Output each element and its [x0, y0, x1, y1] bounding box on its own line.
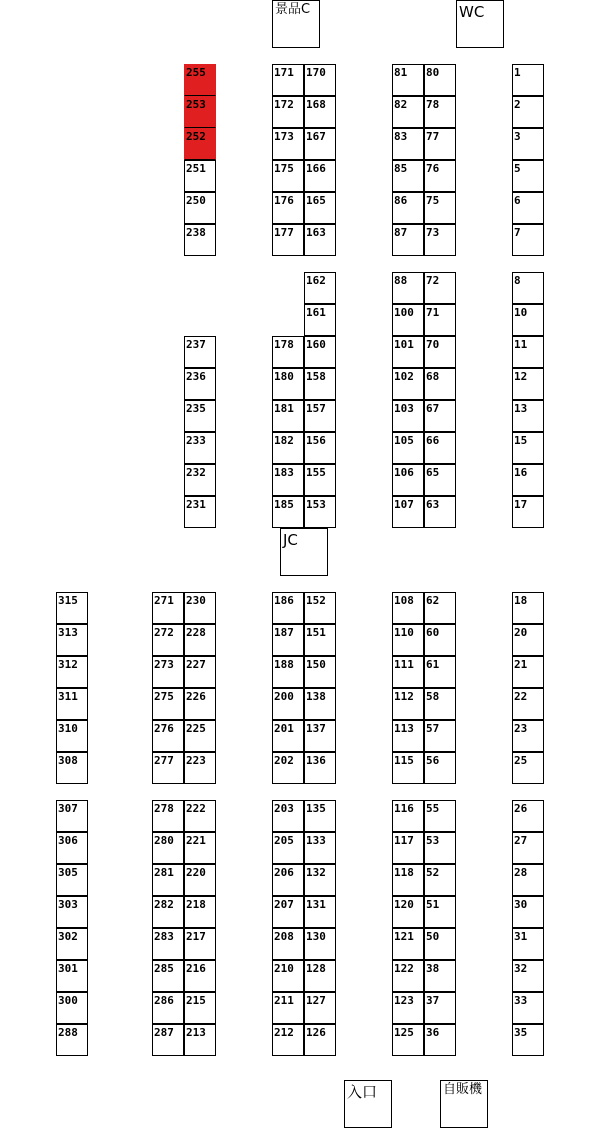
booth-213[interactable]: 213 [184, 1024, 216, 1056]
booth-282[interactable]: 282 [152, 896, 184, 928]
booth-113[interactable]: 113 [392, 720, 424, 752]
booth-67[interactable]: 67 [424, 400, 456, 432]
booth-232[interactable]: 232 [184, 464, 216, 496]
booth-128[interactable]: 128 [304, 960, 336, 992]
wc-label: WC [459, 3, 485, 21]
booth-52[interactable]: 52 [424, 864, 456, 896]
booth-50[interactable]: 50 [424, 928, 456, 960]
booth-252[interactable]: 252 [184, 128, 216, 160]
booth-218[interactable]: 218 [184, 896, 216, 928]
booth-62[interactable]: 62 [424, 592, 456, 624]
booth-17[interactable]: 17 [512, 496, 544, 528]
booth-131[interactable]: 131 [304, 896, 336, 928]
jc-label: JC [283, 531, 298, 549]
booth-276[interactable]: 276 [152, 720, 184, 752]
booth-1[interactable]: 1 [512, 64, 544, 96]
booth-2[interactable]: 2 [512, 96, 544, 128]
booth-71[interactable]: 71 [424, 304, 456, 336]
booth-170[interactable]: 170 [304, 64, 336, 96]
booth-205[interactable]: 205 [272, 832, 304, 864]
booth-126[interactable]: 126 [304, 1024, 336, 1056]
booth-13[interactable]: 13 [512, 400, 544, 432]
booth-118[interactable]: 118 [392, 864, 424, 896]
booth-108[interactable]: 108 [392, 592, 424, 624]
booth-163[interactable]: 163 [304, 224, 336, 256]
booth-10[interactable]: 10 [512, 304, 544, 336]
booth-278[interactable]: 278 [152, 800, 184, 832]
booth-158[interactable]: 158 [304, 368, 336, 400]
prize-corner-label: 景品C [275, 2, 311, 17]
booth-116[interactable]: 116 [392, 800, 424, 832]
booth-6[interactable]: 6 [512, 192, 544, 224]
booth-112[interactable]: 112 [392, 688, 424, 720]
booth-308[interactable]: 308 [56, 752, 88, 784]
booth-277[interactable]: 277 [152, 752, 184, 784]
booth-77[interactable]: 77 [424, 128, 456, 160]
booth-186[interactable]: 186 [272, 592, 304, 624]
booth-102[interactable]: 102 [392, 368, 424, 400]
booth-210[interactable]: 210 [272, 960, 304, 992]
booth-253[interactable]: 253 [184, 96, 216, 128]
booth-222[interactable]: 222 [184, 800, 216, 832]
booth-56[interactable]: 56 [424, 752, 456, 784]
wc-box[interactable] [456, 0, 504, 48]
booth-172[interactable]: 172 [272, 96, 304, 128]
booth-228[interactable]: 228 [184, 624, 216, 656]
booth-123[interactable]: 123 [392, 992, 424, 1024]
booth-73[interactable]: 73 [424, 224, 456, 256]
entrance-box[interactable] [344, 1080, 392, 1128]
booth-206[interactable]: 206 [272, 864, 304, 896]
booth-177[interactable]: 177 [272, 224, 304, 256]
booth-180[interactable]: 180 [272, 368, 304, 400]
booth-283[interactable]: 283 [152, 928, 184, 960]
booth-132[interactable]: 132 [304, 864, 336, 896]
booth-78[interactable]: 78 [424, 96, 456, 128]
booth-203[interactable]: 203 [272, 800, 304, 832]
booth-182[interactable]: 182 [272, 432, 304, 464]
booth-201[interactable]: 201 [272, 720, 304, 752]
booth-251[interactable]: 251 [184, 160, 216, 192]
booth-151[interactable]: 151 [304, 624, 336, 656]
booth-110[interactable]: 110 [392, 624, 424, 656]
booth-153[interactable]: 153 [304, 496, 336, 528]
booth-188[interactable]: 188 [272, 656, 304, 688]
booth-200[interactable]: 200 [272, 688, 304, 720]
booth-28[interactable]: 28 [512, 864, 544, 896]
booth-235[interactable]: 235 [184, 400, 216, 432]
booth-178[interactable]: 178 [272, 336, 304, 368]
booth-285[interactable]: 285 [152, 960, 184, 992]
booth-215[interactable]: 215 [184, 992, 216, 1024]
booth-223[interactable]: 223 [184, 752, 216, 784]
booth-221[interactable]: 221 [184, 832, 216, 864]
booth-185[interactable]: 185 [272, 496, 304, 528]
booth-207[interactable]: 207 [272, 896, 304, 928]
booth-11[interactable]: 11 [512, 336, 544, 368]
booth-12[interactable]: 12 [512, 368, 544, 400]
booth-275[interactable]: 275 [152, 688, 184, 720]
booth-57[interactable]: 57 [424, 720, 456, 752]
booth-286[interactable]: 286 [152, 992, 184, 1024]
booth-255[interactable]: 255 [184, 64, 216, 96]
booth-312[interactable]: 312 [56, 656, 88, 688]
booth-121[interactable]: 121 [392, 928, 424, 960]
booth-82[interactable]: 82 [392, 96, 424, 128]
booth-272[interactable]: 272 [152, 624, 184, 656]
booth-3[interactable]: 3 [512, 128, 544, 160]
booth-33[interactable]: 33 [512, 992, 544, 1024]
booth-135[interactable]: 135 [304, 800, 336, 832]
booth-23[interactable]: 23 [512, 720, 544, 752]
booth-122[interactable]: 122 [392, 960, 424, 992]
booth-87[interactable]: 87 [392, 224, 424, 256]
booth-8[interactable]: 8 [512, 272, 544, 304]
booth-81[interactable]: 81 [392, 64, 424, 96]
booth-86[interactable]: 86 [392, 192, 424, 224]
booth-16[interactable]: 16 [512, 464, 544, 496]
booth-162[interactable]: 162 [304, 272, 336, 304]
booth-137[interactable]: 137 [304, 720, 336, 752]
booth-281[interactable]: 281 [152, 864, 184, 896]
booth-65[interactable]: 65 [424, 464, 456, 496]
booth-20[interactable]: 20 [512, 624, 544, 656]
booth-171[interactable]: 171 [272, 64, 304, 96]
booth-230[interactable]: 230 [184, 592, 216, 624]
booth-27[interactable]: 27 [512, 832, 544, 864]
booth-30[interactable]: 30 [512, 896, 544, 928]
booth-311[interactable]: 311 [56, 688, 88, 720]
booth-307[interactable]: 307 [56, 800, 88, 832]
booth-288[interactable]: 288 [56, 1024, 88, 1056]
booth-51[interactable]: 51 [424, 896, 456, 928]
booth-287[interactable]: 287 [152, 1024, 184, 1056]
booth-310[interactable]: 310 [56, 720, 88, 752]
booth-5[interactable]: 5 [512, 160, 544, 192]
booth-88[interactable]: 88 [392, 272, 424, 304]
booth-138[interactable]: 138 [304, 688, 336, 720]
booth-53[interactable]: 53 [424, 832, 456, 864]
booth-133[interactable]: 133 [304, 832, 336, 864]
booth-161[interactable]: 161 [304, 304, 336, 336]
booth-101[interactable]: 101 [392, 336, 424, 368]
booth-61[interactable]: 61 [424, 656, 456, 688]
booth-36[interactable]: 36 [424, 1024, 456, 1056]
booth-117[interactable]: 117 [392, 832, 424, 864]
booth-168[interactable]: 168 [304, 96, 336, 128]
booth-225[interactable]: 225 [184, 720, 216, 752]
booth-216[interactable]: 216 [184, 960, 216, 992]
booth-83[interactable]: 83 [392, 128, 424, 160]
booth-152[interactable]: 152 [304, 592, 336, 624]
booth-125[interactable]: 125 [392, 1024, 424, 1056]
booth-236[interactable]: 236 [184, 368, 216, 400]
booth-130[interactable]: 130 [304, 928, 336, 960]
booth-303[interactable]: 303 [56, 896, 88, 928]
booth-181[interactable]: 181 [272, 400, 304, 432]
booth-22[interactable]: 22 [512, 688, 544, 720]
booth-231[interactable]: 231 [184, 496, 216, 528]
booth-66[interactable]: 66 [424, 432, 456, 464]
booth-55[interactable]: 55 [424, 800, 456, 832]
booth-127[interactable]: 127 [304, 992, 336, 1024]
booth-302[interactable]: 302 [56, 928, 88, 960]
booth-211[interactable]: 211 [272, 992, 304, 1024]
booth-150[interactable]: 150 [304, 656, 336, 688]
booth-76[interactable]: 76 [424, 160, 456, 192]
booth-166[interactable]: 166 [304, 160, 336, 192]
booth-100[interactable]: 100 [392, 304, 424, 336]
booth-26[interactable]: 26 [512, 800, 544, 832]
booth-105[interactable]: 105 [392, 432, 424, 464]
booth-7[interactable]: 7 [512, 224, 544, 256]
booth-155[interactable]: 155 [304, 464, 336, 496]
jc-box[interactable] [280, 528, 328, 576]
booth-32[interactable]: 32 [512, 960, 544, 992]
vending-machine-label: 自販機 [443, 1082, 483, 1097]
booth-301[interactable]: 301 [56, 960, 88, 992]
prize-corner-box[interactable] [272, 0, 320, 48]
booth-72[interactable]: 72 [424, 272, 456, 304]
booth-38[interactable]: 38 [424, 960, 456, 992]
booth-305[interactable]: 305 [56, 864, 88, 896]
booth-167[interactable]: 167 [304, 128, 336, 160]
entrance-label: 入口 [347, 1083, 378, 1101]
booth-187[interactable]: 187 [272, 624, 304, 656]
booth-227[interactable]: 227 [184, 656, 216, 688]
booth-60[interactable]: 60 [424, 624, 456, 656]
booth-106[interactable]: 106 [392, 464, 424, 496]
booth-25[interactable]: 25 [512, 752, 544, 784]
booth-173[interactable]: 173 [272, 128, 304, 160]
booth-273[interactable]: 273 [152, 656, 184, 688]
booth-31[interactable]: 31 [512, 928, 544, 960]
booth-156[interactable]: 156 [304, 432, 336, 464]
booth-35[interactable]: 35 [512, 1024, 544, 1056]
booth-202[interactable]: 202 [272, 752, 304, 784]
booth-208[interactable]: 208 [272, 928, 304, 960]
booth-21[interactable]: 21 [512, 656, 544, 688]
booth-271[interactable]: 271 [152, 592, 184, 624]
booth-115[interactable]: 115 [392, 752, 424, 784]
booth-63[interactable]: 63 [424, 496, 456, 528]
booth-280[interactable]: 280 [152, 832, 184, 864]
vending-machine-box[interactable] [440, 1080, 488, 1128]
booth-120[interactable]: 120 [392, 896, 424, 928]
booth-18[interactable]: 18 [512, 592, 544, 624]
booth-238[interactable]: 238 [184, 224, 216, 256]
booth-226[interactable]: 226 [184, 688, 216, 720]
booth-80[interactable]: 80 [424, 64, 456, 96]
booth-217[interactable]: 217 [184, 928, 216, 960]
booth-315[interactable]: 315 [56, 592, 88, 624]
booth-300[interactable]: 300 [56, 992, 88, 1024]
booth-136[interactable]: 136 [304, 752, 336, 784]
booth-37[interactable]: 37 [424, 992, 456, 1024]
booth-183[interactable]: 183 [272, 464, 304, 496]
booth-233[interactable]: 233 [184, 432, 216, 464]
booth-212[interactable]: 212 [272, 1024, 304, 1056]
booth-220[interactable]: 220 [184, 864, 216, 896]
booth-160[interactable]: 160 [304, 336, 336, 368]
booth-157[interactable]: 157 [304, 400, 336, 432]
booth-175[interactable]: 175 [272, 160, 304, 192]
booth-165[interactable]: 165 [304, 192, 336, 224]
booth-313[interactable]: 313 [56, 624, 88, 656]
booth-75[interactable]: 75 [424, 192, 456, 224]
booth-250[interactable]: 250 [184, 192, 216, 224]
booth-176[interactable]: 176 [272, 192, 304, 224]
booth-58[interactable]: 58 [424, 688, 456, 720]
booth-85[interactable]: 85 [392, 160, 424, 192]
booth-111[interactable]: 111 [392, 656, 424, 688]
booth-70[interactable]: 70 [424, 336, 456, 368]
booth-15[interactable]: 15 [512, 432, 544, 464]
booth-103[interactable]: 103 [392, 400, 424, 432]
booth-68[interactable]: 68 [424, 368, 456, 400]
booth-306[interactable]: 306 [56, 832, 88, 864]
booth-107[interactable]: 107 [392, 496, 424, 528]
booth-237[interactable]: 237 [184, 336, 216, 368]
